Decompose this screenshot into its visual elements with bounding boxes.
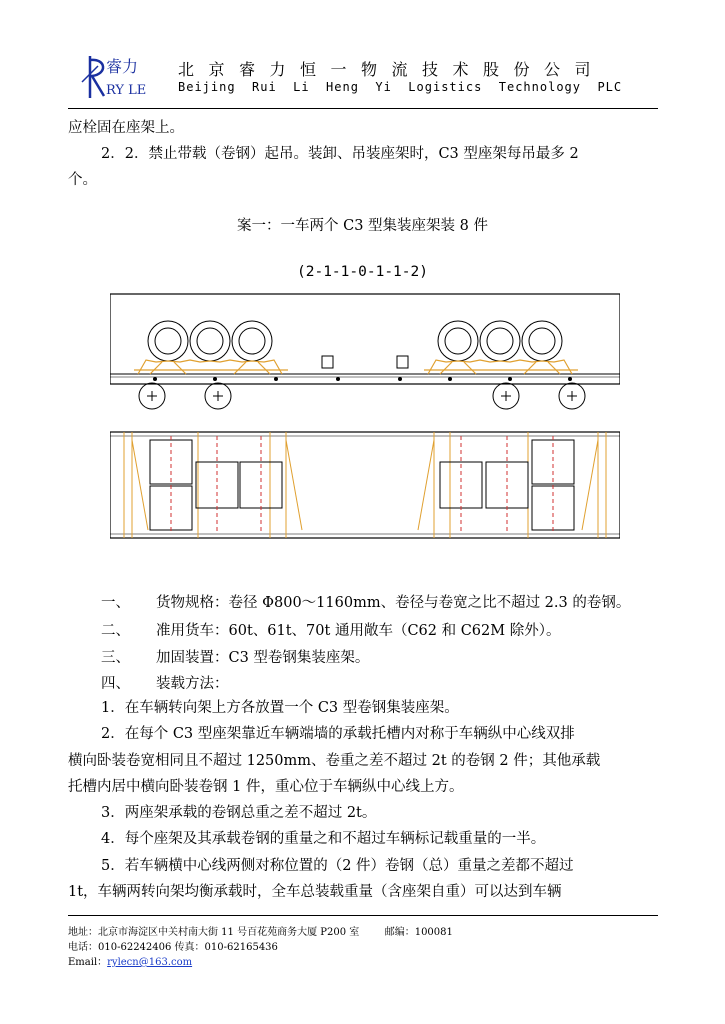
- footer-email-line: [68, 953, 192, 968]
- page-header: [0, 0, 725, 110]
- method-line: 5．若车辆横中心线两侧对称位置的（2 件）卷钢（总）重量之差都不超过: [101, 858, 574, 874]
- footer-divider: [68, 915, 658, 916]
- section-number: 二、: [101, 623, 130, 639]
- section-2: [101, 621, 560, 641]
- wheelset: [139, 383, 585, 409]
- company-name-cn: 北京睿力恒一物流技术股份公司: [178, 60, 606, 79]
- method-line: 4．每个座架及其承载卷钢的重量之和不超过车辆标记载重量的一半。: [101, 831, 546, 847]
- section-3: [101, 648, 369, 668]
- plan-title: 案一：一车两个 C3 型集装座架装 8 件: [237, 218, 488, 234]
- coil-group-right: [438, 321, 562, 361]
- footer-address-line: [68, 923, 453, 938]
- section-number: 三、: [101, 650, 130, 666]
- company-name-en: Beijing Rui Li Heng Yi Logistics Technology PLC: [178, 80, 623, 94]
- section-4: [101, 674, 229, 694]
- top-view: [110, 432, 620, 538]
- cradle-frame-right: [424, 360, 578, 374]
- logo-en-text: RY LE: [106, 83, 147, 98]
- footer-email-label: Email：: [68, 957, 108, 968]
- footer-postcode: 邮编：100081: [384, 927, 453, 938]
- section-text: 货物规格：卷径 Φ800～1160mm、卷径与卷宽之比不超过 2.3 的卷钢。: [156, 595, 631, 611]
- cradle-frame-left: [134, 360, 288, 374]
- coil-top-left: [150, 440, 282, 530]
- section-number: 一、: [101, 595, 130, 611]
- text-line: 2．2．禁止带载（卷钢）起吊。装卸、吊装座架时，C3 型座架每吊最多 2: [101, 146, 579, 162]
- section-text: 加固装置：C3 型卷钢集装座架。: [156, 650, 370, 666]
- section-text: 装载方法：: [156, 676, 229, 692]
- section-number: 四、: [101, 676, 130, 692]
- header-divider: [68, 108, 658, 109]
- method-line: 2．在每个 C3 型座架靠近车辆端墙的承载托槽内对称于车辆纵中心线双排: [101, 726, 575, 742]
- footer-address: 地址：北京市海淀区中关村南大街 11 号百花苑商务大厦 P200 室: [68, 927, 360, 938]
- email-link[interactable]: rylecn@163.com: [107, 957, 193, 968]
- side-view: [110, 294, 620, 409]
- section-1: [101, 593, 630, 613]
- method-line: 1．在车辆转向架上方各放置一个 C3 型卷钢集装座架。: [101, 700, 459, 716]
- text-line: 个。: [68, 172, 97, 188]
- loading-diagram: [110, 290, 620, 580]
- method-line: 3．两座架承载的卷钢总重之差不超过 2t。: [101, 805, 377, 821]
- logo-cn-text: 睿力: [106, 57, 139, 76]
- text-line: 应栓固在座架上。: [68, 120, 184, 136]
- section-text: 准用货车：60t、61t、70t 通用敞车（C62 和 C62M 除外）。: [156, 623, 561, 639]
- method-line: 横向卧装卷宽相同且不超过 1250mm、卷重之差不超过 2t 的卷钢 2 件；其他承载: [68, 753, 601, 769]
- company-logo: [76, 52, 168, 102]
- footer-phone: 电话：010-62242406 传真：010-62165436: [68, 942, 278, 953]
- method-line: 托槽内居中横向卧装卷钢 1 件，重心位于车辆纵中心线上方。: [68, 779, 464, 795]
- plan-code: (2-1-1-0-1-1-2): [297, 264, 428, 280]
- coil-group-left: [148, 321, 272, 361]
- method-line: 1t，车辆两转向架均衡承载时，全车总装载重量（含座架自重）可以达到车辆: [68, 884, 562, 900]
